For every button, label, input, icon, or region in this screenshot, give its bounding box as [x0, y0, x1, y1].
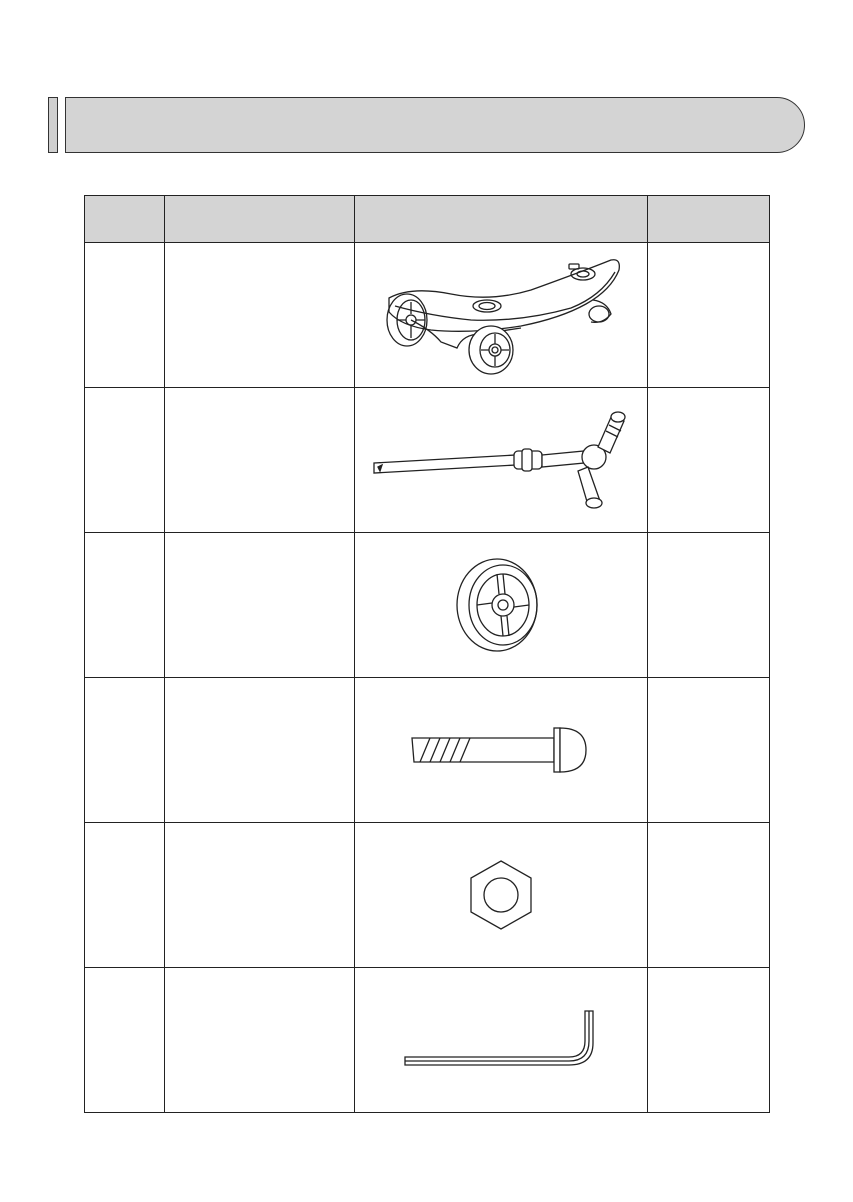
header-quantity: [648, 196, 770, 243]
part-picture: [355, 533, 648, 678]
part-picture: [355, 823, 648, 968]
part-name: [165, 533, 355, 678]
part-picture: [355, 243, 648, 388]
table-row: [85, 243, 770, 388]
wheel-icon: [451, 550, 551, 660]
part-quantity: [648, 388, 770, 533]
parts-list-table: [84, 195, 770, 1113]
t-bar-handlebar-icon: [366, 405, 636, 515]
part-quantity: [648, 243, 770, 388]
part-quantity: [648, 678, 770, 823]
table-row: [85, 823, 770, 968]
part-number: [85, 533, 165, 678]
part-quantity: [648, 533, 770, 678]
part-number: [85, 678, 165, 823]
table-row: [85, 678, 770, 823]
allen-key-icon: [401, 1005, 601, 1075]
table-row: [85, 388, 770, 533]
bolt-icon: [406, 720, 596, 780]
header-name: [165, 196, 355, 243]
header-number: [85, 196, 165, 243]
part-number: [85, 388, 165, 533]
part-quantity: [648, 823, 770, 968]
part-name: [165, 243, 355, 388]
part-number: [85, 823, 165, 968]
part-name: [165, 823, 355, 968]
part-number: [85, 243, 165, 388]
part-picture: [355, 678, 648, 823]
table-header-row: [85, 196, 770, 243]
table-row: [85, 533, 770, 678]
part-number: [85, 968, 165, 1113]
hex-nut-icon: [461, 855, 541, 935]
part-picture: [355, 968, 648, 1113]
part-picture: [355, 388, 648, 533]
header-picture: [355, 196, 648, 243]
section-header: [65, 97, 805, 153]
part-name: [165, 968, 355, 1113]
part-name: [165, 388, 355, 533]
part-quantity: [648, 968, 770, 1113]
table-row: [85, 968, 770, 1113]
scooter-deck-icon: [371, 250, 631, 380]
part-name: [165, 678, 355, 823]
section-header-marker: [48, 97, 58, 153]
